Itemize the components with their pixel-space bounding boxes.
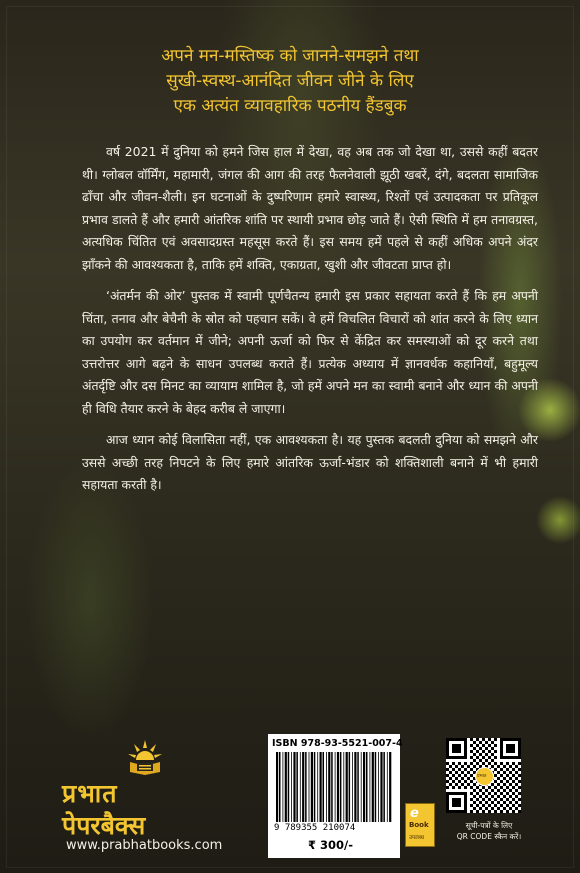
ebook-sub: उपलब्ध <box>409 835 424 841</box>
blurb <box>82 141 538 506</box>
ebook-word: Book <box>409 821 429 829</box>
blurb-paragraph-3: आज ध्यान कोई विलासिता नहीं, एक आवश्यकता है। यह पुस्तक बदलती दुनिया को समझने और उससे अच्छी तरह निपटने के लिए हमारे आंतरिक ऊर्जा-भंडार को शक्तिशाली बनाने में भी हमारी सहायता करती है। <box>82 432 538 492</box>
tagline-line-1: अपने मन-मस्तिष्क को जानने-समझने तथा <box>161 46 419 66</box>
isbn-digits: 9 789355 210074 <box>274 823 356 833</box>
publisher-name-line-1: प्रभात <box>62 779 118 808</box>
tagline <box>0 44 580 119</box>
barcode-icon <box>274 752 394 822</box>
ebook-badge <box>405 803 435 847</box>
book-sunrise-emblem-icon <box>124 734 166 776</box>
isbn-label: ISBN 978-93-5521-007-4 <box>272 738 403 749</box>
qr-logo-icon <box>475 767 494 786</box>
publisher-name-line-2: पेपरबैक्स <box>62 811 146 840</box>
blurb-paragraph-2: ‘अंतर्मन की ओर’ पुस्तक में स्वामी पूर्णचैतन्य हमारी इस प्रकार सहायता करते हैं कि हम अपनी चिंता, तनाव और बेचैनी के स्रोत को पहचान सकें। वे हमें विचलित विचारों को शांत करने के लिए ध्यान का उपयोग कर वर्तमान में जीने; अपनी ऊर्जा को फिर से केंद्रित कर समस्याओं को दूर करने तथा उत्तरोत्तर आगे बढ़ने के साधन उपलब्ध कराते हैं। प्रत्येक अध्याय में ज्ञानवर्धक कहानियाँ, बहुमूल्य अंतर्दृष्टि और दस मिनट का व्यायाम शामिल है, जो हमें अपने मन का स्वामी बनाने और ध्यान की अपनी ही विधि तैयार करने के बेहद करीब ले जाएगा। <box>82 288 538 416</box>
qr-code <box>446 738 521 813</box>
tagline-line-2: सुखी-स्वस्थ-आनंदित जीवन जीने के लिए <box>166 71 414 91</box>
ebook-letter: e <box>410 806 419 821</box>
qr-caption <box>445 820 533 842</box>
tagline-line-3: एक अत्यंत व्यावहारिक पठनीय हैंडबुक <box>173 96 407 116</box>
blurb-paragraph-1: वर्ष 2021 में दुनिया को हमने जिस हाल में देखा, वह अब तक जो देखा था, उससे कहीं बदतर थी। ग्लोबल वॉर्मिंग, महामारी, जंगल की आग की तरह फैलनेवाली झूठी खबरें, दंगे, बदलता सामाजिक ढाँचा और जीवन-शैली। इन घटनाओं के दुष्परिणाम हमारे स्वास्थ्य, रिश्तों एवं उत्पादकता पर प्रतिकूल प्रभाव डालते हैं और हमारी आंतरिक शांति पर स्थायी प्रभाव छोड़ जाते हैं। ऐसी स्थिति में हम तनावग्रस्त, अत्यधिक चिंतित एवं अवसादग्रस्त महसूस करते हैं। इस समय हमें पहले से कहीं अधिक अपने अंदर झाँकने की आवश्यकता है, ताकि हमें शक्ति, एकाग्रता, खुशी और जीवटता प्राप्त हो। <box>82 144 538 272</box>
qr-caption-line-1: सूची-पत्रों के लिए <box>465 821 513 830</box>
barcode-panel <box>268 734 403 858</box>
publisher-website: www.prabhatbooks.com <box>66 838 223 853</box>
price: ₹ 300/- <box>308 838 353 852</box>
qr-logo-text: प्रभात <box>477 774 487 779</box>
qr-caption-line-2: QR CODE स्कैन करें। <box>456 832 522 841</box>
